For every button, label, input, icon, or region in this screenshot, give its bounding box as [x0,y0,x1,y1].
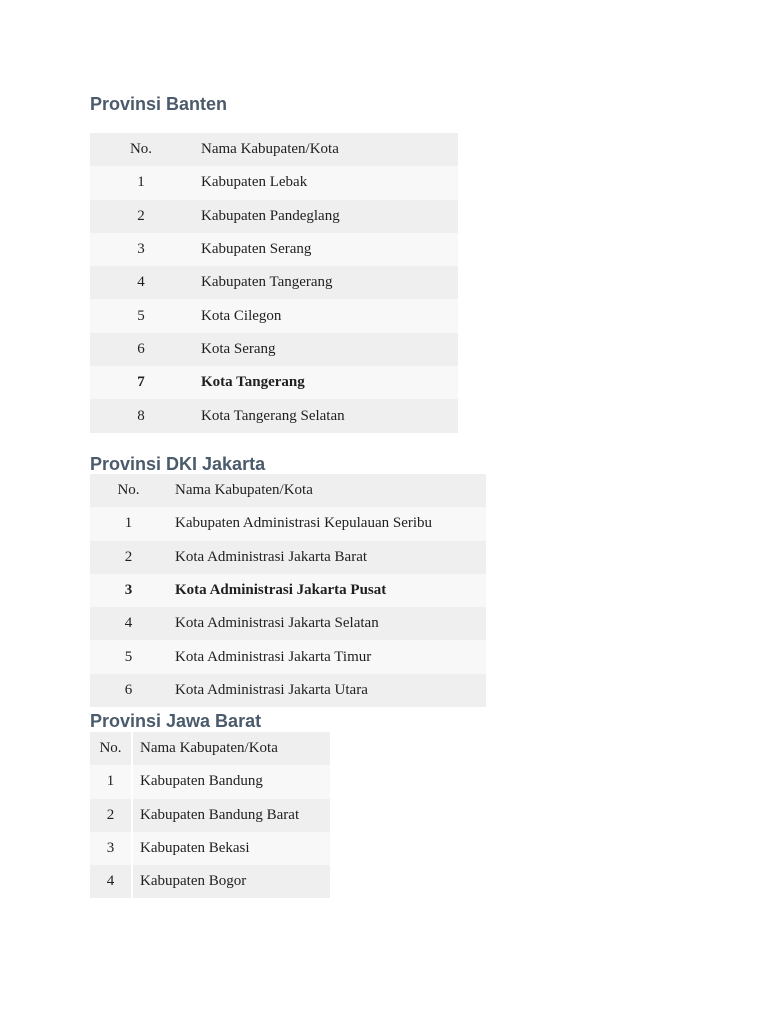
row-number: 7 [137,374,145,391]
province-table-dki-jakarta [90,474,486,707]
row-number: 3 [137,241,145,258]
row-name: Kota Tangerang Selatan [201,407,345,424]
row-name: Kabupaten Lebak [201,174,308,191]
table-row [90,765,330,798]
row-number: 1 [124,515,133,532]
row-number: 6 [124,681,133,698]
table-row [90,299,458,332]
table-row-highlighted [90,574,486,607]
table-header-row [90,732,330,765]
table-row [90,799,330,832]
table-row [90,399,458,432]
province-heading-banten: Provinsi Banten [90,94,228,114]
table-row [90,333,458,366]
row-number: 2 [137,207,145,224]
row-number: 5 [137,307,145,324]
table-row [90,166,458,199]
row-number: 4 [90,865,133,898]
row-name: Kabupaten Serang [201,241,312,258]
row-name: Kota Administrasi Jakarta Pusat [175,582,387,599]
row-name: Kota Administrasi Jakarta Barat [175,548,368,565]
row-name: Kabupaten Administrasi Kepulauan Seribu [175,515,433,532]
row-number: 2 [90,799,133,832]
row-name: Kabupaten Bandung Barat [140,806,300,823]
row-number: 2 [124,548,133,565]
column-header-no: No. [129,141,153,158]
column-header-name: Nama Kabupaten/Kota [175,482,313,499]
table-header-row [90,474,486,507]
table-row [90,507,486,540]
table-row [90,674,486,707]
row-number: 4 [137,274,145,291]
row-number: 3 [90,832,133,865]
row-number: 3 [124,582,133,599]
province-heading-jawa-barat: Provinsi Jawa Barat [90,711,262,731]
row-number: 1 [137,174,145,191]
row-name: Kabupaten Bogor [140,873,247,890]
table-row [90,541,486,574]
column-header-name: Nama Kabupaten/Kota [201,141,339,158]
table-row [90,200,458,233]
row-name: Kabupaten Bekasi [140,840,250,857]
province-table-banten [90,133,458,433]
column-header-no: No. [90,732,133,765]
row-number: 4 [124,615,133,632]
table-row-highlighted [90,366,458,399]
row-name: Kota Tangerang [201,374,305,391]
table-row [90,865,330,898]
row-name: Kabupaten Bandung [140,773,263,790]
row-name: Kota Administrasi Jakarta Utara [175,681,368,698]
row-number: 8 [137,407,145,424]
column-header-name: Nama Kabupaten/Kota [140,740,278,757]
column-header-no: No. [117,482,140,499]
table-row [90,832,330,865]
row-name: Kota Administrasi Jakarta Selatan [175,615,379,632]
table-row [90,266,458,299]
row-number: 5 [124,648,133,665]
row-number: 6 [137,340,145,357]
table-row [90,640,486,673]
row-name: Kabupaten Pandeglang [201,207,340,224]
row-name: Kota Administrasi Jakarta Timur [175,648,372,665]
row-name: Kabupaten Tangerang [201,274,333,291]
province-table-jawa-barat [90,732,330,898]
table-header-row [90,133,458,166]
province-heading-dki-jakarta: Provinsi DKI Jakarta [90,454,266,474]
row-name: Kota Serang [201,340,276,357]
table-row [90,607,486,640]
row-number: 1 [90,765,133,798]
row-name: Kota Cilegon [201,307,282,324]
table-row [90,233,458,266]
